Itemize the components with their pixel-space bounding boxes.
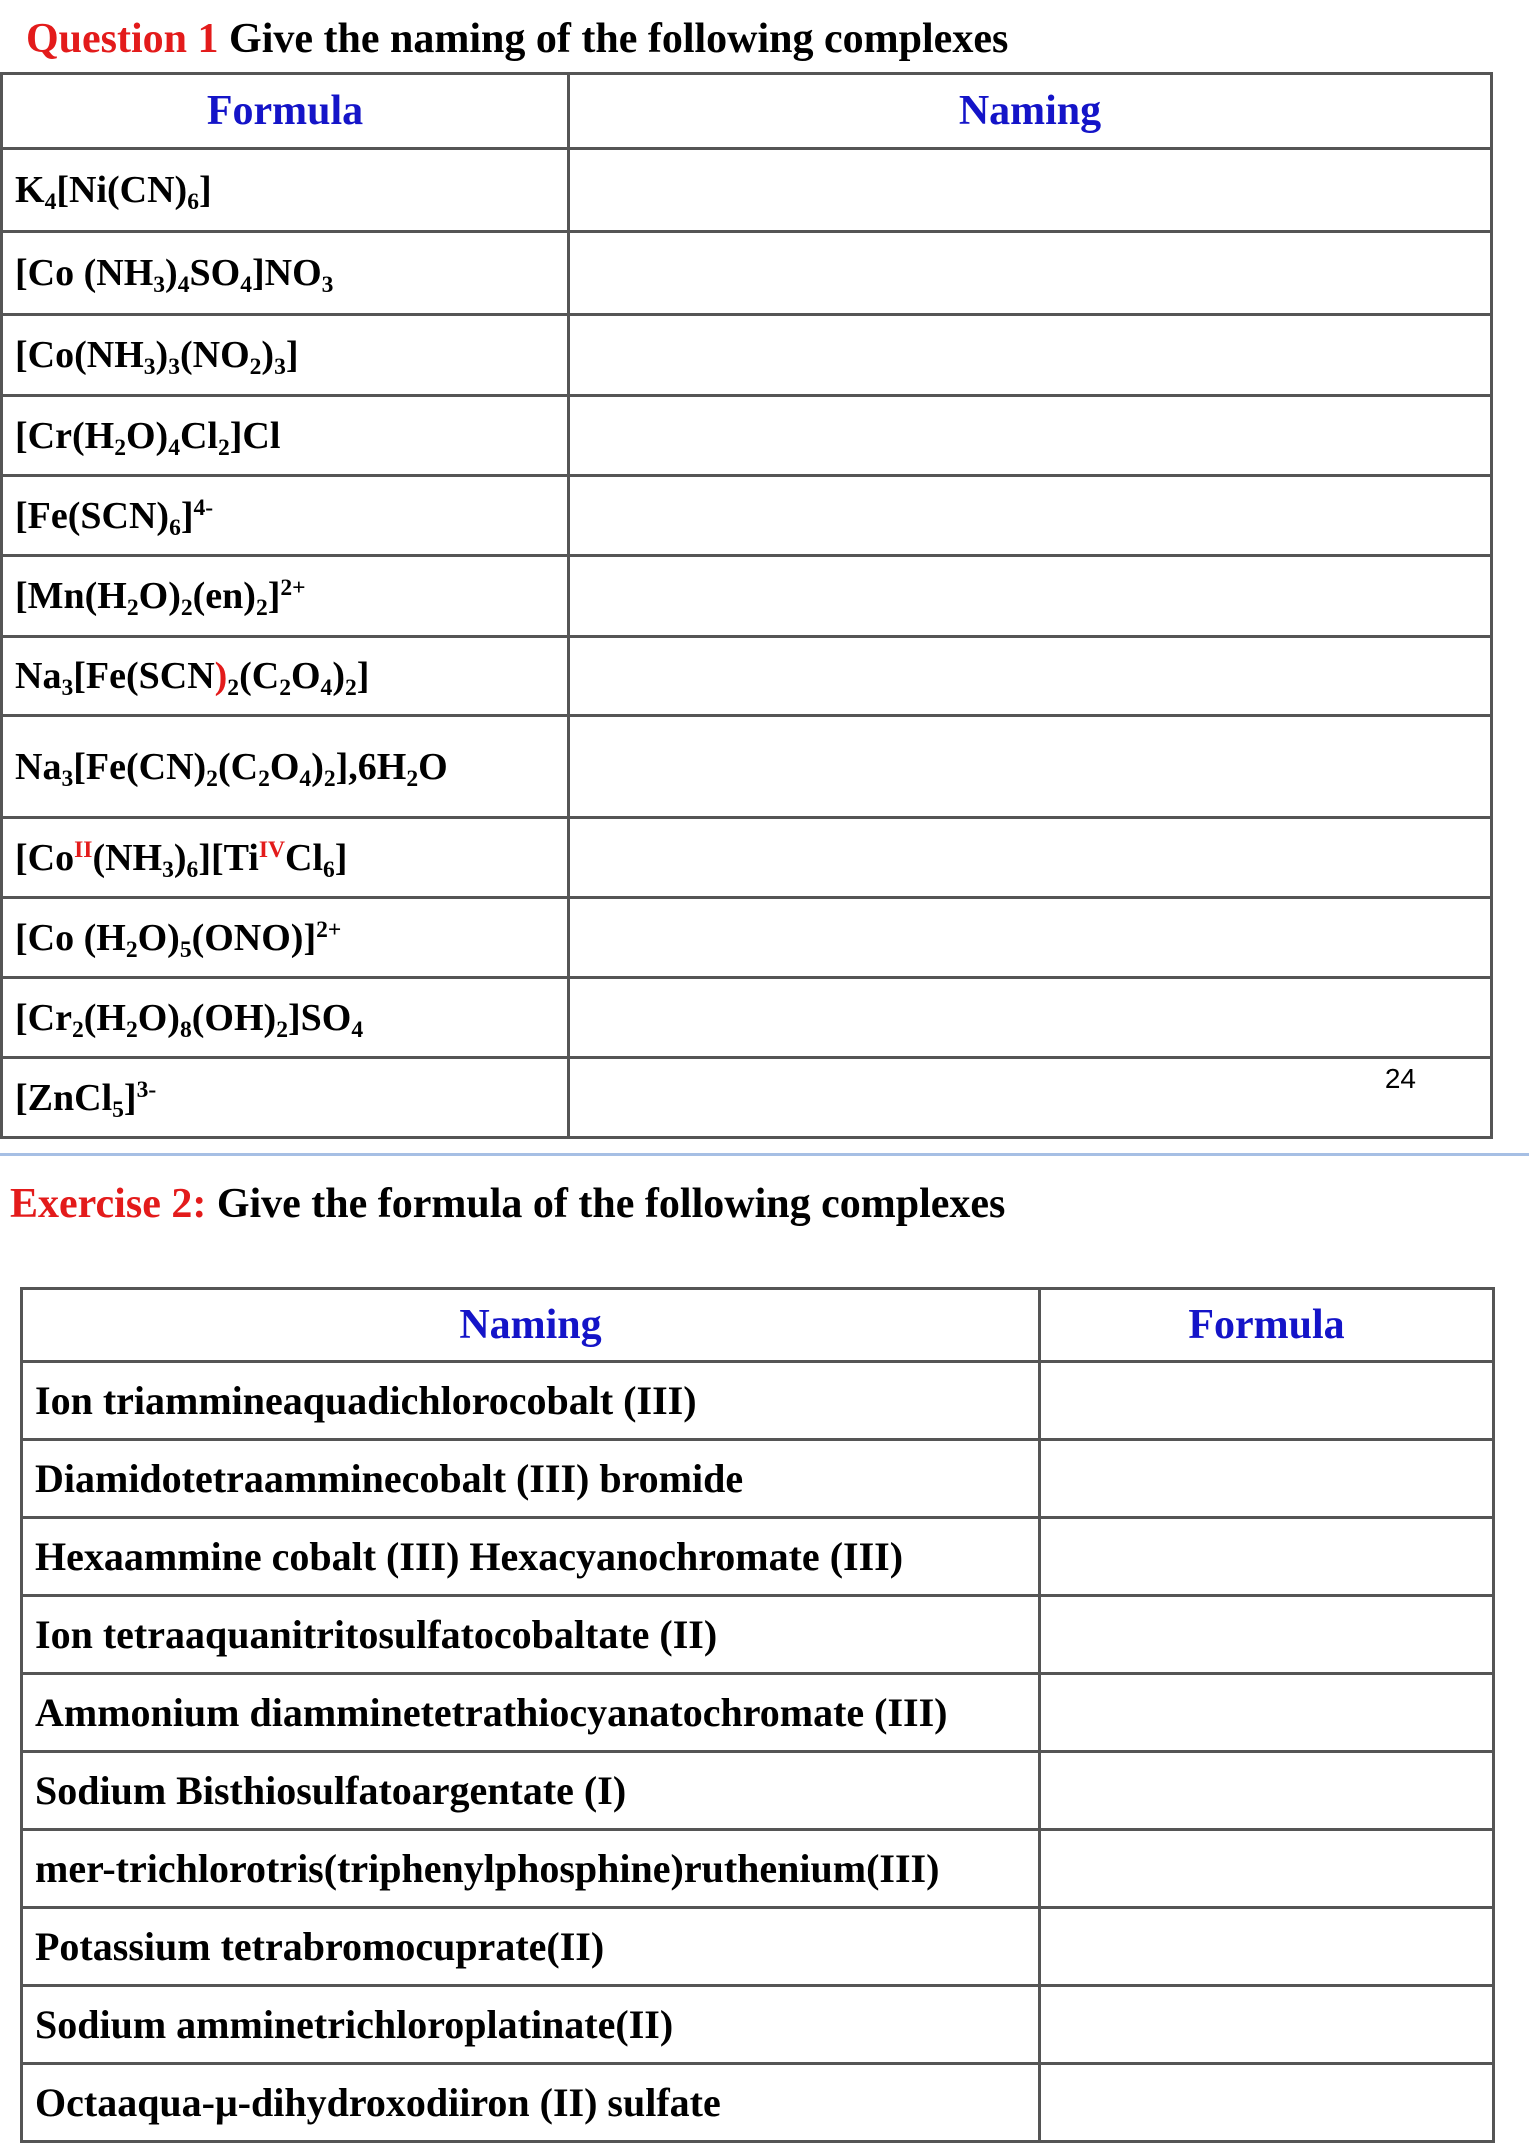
naming-cell: Diamidotetraamminecobalt (III) bromide [22, 1440, 1040, 1518]
formula-cell: $[Fe(SCN)_6]^{4-}$ [2, 476, 569, 556]
table-row [22, 1986, 1494, 2064]
formula-cell: $[Mn(H_2O)_2(en)_2]^{2+}$ [2, 556, 569, 637]
naming-header: Naming [569, 74, 1492, 149]
naming-header: Naming [22, 1289, 1040, 1362]
naming-cell: Octaaqua-μ-dihydroxodiiron (II) sulfate [22, 2064, 1040, 2142]
naming-answer-cell[interactable] [569, 476, 1492, 556]
naming-answer-cell[interactable] [569, 1058, 1492, 1138]
exercise-2-text: Give the formula of the following complexes [206, 1181, 1006, 1227]
table-row [2, 556, 1492, 637]
formula-table [20, 1287, 1495, 2143]
question-1-text: Give the naming of the following complexes [218, 16, 1009, 62]
formula-answer-cell[interactable] [1040, 1596, 1494, 1674]
formula-cell: $Na_3[Fe(CN)_2(C_2O_4)_2],6H_2O$ [2, 716, 569, 818]
naming-answer-cell[interactable] [569, 637, 1492, 716]
formula-cell: [ZnCl$_5$]$^{3-}$ [2, 1058, 569, 1138]
formula-cell: $[Cr_2(H_2O)_8(OH)_2]SO_4$ [2, 978, 569, 1058]
table-row [22, 1752, 1494, 1830]
page-divider [0, 1153, 1529, 1156]
formula-cell: $Na_3[Fe(SCN)_2(C_2O_4)_2]$ [2, 637, 569, 716]
naming-answer-cell[interactable] [569, 315, 1492, 396]
naming-cell: Potassium tetrabromocuprate(II) [22, 1908, 1040, 1986]
formula-answer-cell[interactable] [1040, 2064, 1494, 2142]
page-number: 24 [1384, 1063, 1416, 1094]
naming-table [0, 72, 1493, 1139]
formula-answer-cell[interactable] [1040, 1440, 1494, 1518]
table-row [22, 1518, 1494, 1596]
table-header-row [2, 74, 1492, 149]
naming-answer-cell[interactable] [569, 716, 1492, 818]
formula-answer-cell[interactable] [1040, 1752, 1494, 1830]
naming-answer-cell[interactable] [569, 818, 1492, 898]
formula-cell: $[Cr(H_2O)_4Cl_2]Cl$ [2, 396, 569, 476]
table-row [2, 232, 1492, 315]
formula-cell: [Co $(NH_3)_4SO_4]NO_3$ [2, 232, 569, 315]
naming-cell: Ion triammineaquadichlorocobalt (III) [22, 1362, 1040, 1440]
formula-answer-cell[interactable] [1040, 1986, 1494, 2064]
formula-cell: $K_4[Ni(CN)_6]$ [2, 149, 569, 232]
exercise-2-title [10, 1183, 1005, 1225]
formula-answer-cell[interactable] [1040, 1362, 1494, 1440]
table-row [2, 637, 1492, 716]
naming-answer-cell[interactable] [569, 232, 1492, 315]
question-1-title [26, 18, 1008, 60]
naming-answer-cell[interactable] [569, 978, 1492, 1058]
formula-answer-cell[interactable] [1040, 1518, 1494, 1596]
table-row [22, 1830, 1494, 1908]
table-row [2, 978, 1492, 1058]
table-header-row [22, 1289, 1494, 1362]
naming-cell: Hexaammine cobalt (III) Hexacyanochromate (III) [22, 1518, 1040, 1596]
formula-answer-cell[interactable] [1040, 1674, 1494, 1752]
table-row [2, 149, 1492, 232]
naming-cell: Ammonium diamminetetrathiocyanatochromate (III) [22, 1674, 1040, 1752]
formula-answer-cell[interactable] [1040, 1908, 1494, 1986]
table-row [2, 476, 1492, 556]
table-row [22, 1362, 1494, 1440]
naming-answer-cell[interactable] [569, 556, 1492, 637]
table-row [2, 1058, 1492, 1138]
table-row [22, 1908, 1494, 1986]
exercise-2-label: Exercise 2: [10, 1181, 207, 1227]
naming-answer-cell[interactable] [569, 396, 1492, 476]
formula-header: Formula [1040, 1289, 1494, 1362]
formula-header: Formula [2, 74, 569, 149]
table-row [22, 1596, 1494, 1674]
table-row [2, 818, 1492, 898]
naming-answer-cell[interactable] [569, 149, 1492, 232]
naming-cell: Sodium Bisthiosulfatoargentate (I) [22, 1752, 1040, 1830]
formula-answer-cell[interactable] [1040, 1830, 1494, 1908]
question-1-label: Question 1 [26, 16, 219, 62]
formula-cell: $[Co(NH_3)_3(NO_2)_3]$ [2, 315, 569, 396]
table-row [22, 2064, 1494, 2142]
table-row [2, 716, 1492, 818]
naming-cell: Sodium amminetrichloroplatinate(II) [22, 1986, 1040, 2064]
naming-answer-cell[interactable] [569, 898, 1492, 978]
table-row [22, 1440, 1494, 1518]
naming-cell: Ion tetraaquanitritosulfatocobaltate (II) [22, 1596, 1040, 1674]
table-row [2, 315, 1492, 396]
table-row [2, 898, 1492, 978]
formula-cell: $[Co^{II}(NH_3)_6][Ti^{IV}Cl_6]$ [2, 818, 569, 898]
formula-cell: [Co $(H_2O)_5(ONO)]^{2+}$ [2, 898, 569, 978]
table-row [2, 396, 1492, 476]
naming-cell: mer-trichlorotris(triphenylphosphine)ruthenium(III) [22, 1830, 1040, 1908]
table-row [22, 1674, 1494, 1752]
